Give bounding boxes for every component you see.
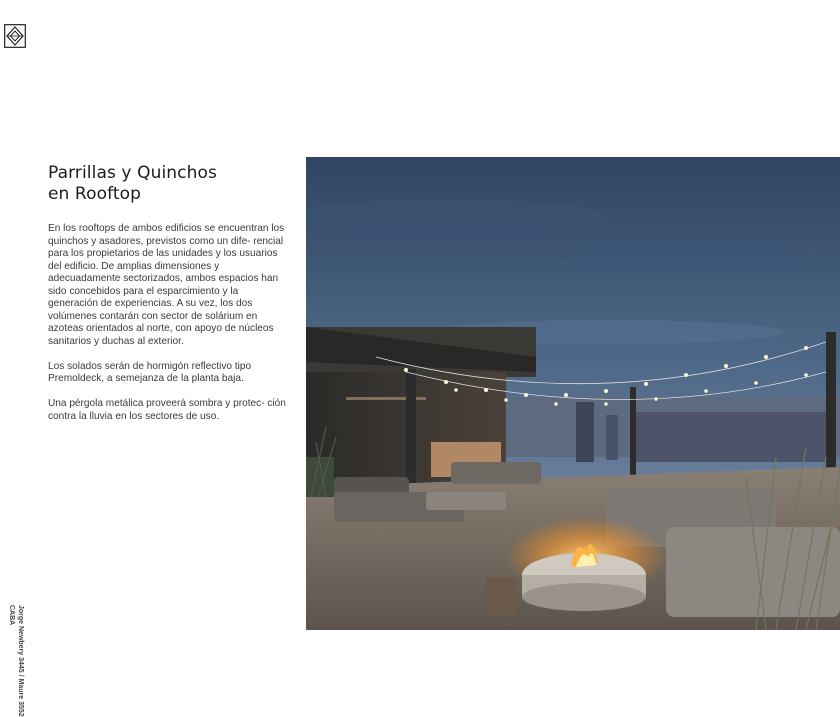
page-title — [48, 163, 217, 205]
address-note — [3, 480, 27, 717]
paragraph-3: Una pérgola metálica proveerá sombra y protec- ción contra la lluvia en los sectores de uso. — [48, 398, 286, 422]
title-line-1: Parrillas y Quinchos — [48, 163, 217, 183]
diamond-logo-icon — [4, 24, 26, 48]
rooftop-terrace-photo — [306, 157, 840, 630]
paragraph-1: En los rooftops de ambos edificios se encuentran los quinchos y asadores, previstos como un dife- rencial para los propietarios de las unidades y los usuarios del edificio. De amplias dimensiones y adecuadamente sectorizados, ambos espacios han sido concebidos para el esparcimiento y la generación de experiencias. A su vez, los dos volúmenes contarán con sector de solárium en azoteas orientados al norte, con apoyo de núcleos sanitarios y duchas al exterior. — [48, 223, 285, 347]
address-line-1: Jorge Newbery 3445 / Maure 3552 — [17, 605, 24, 717]
paragraph-2: Los solados serán de hormigón reflectivo tipo Premoldeck, a semejanza de la planta baja. — [48, 360, 252, 384]
body-text — [48, 223, 288, 436]
title-line-2: en Rooftop — [48, 184, 142, 204]
address-line-2: CABA — [8, 605, 15, 626]
